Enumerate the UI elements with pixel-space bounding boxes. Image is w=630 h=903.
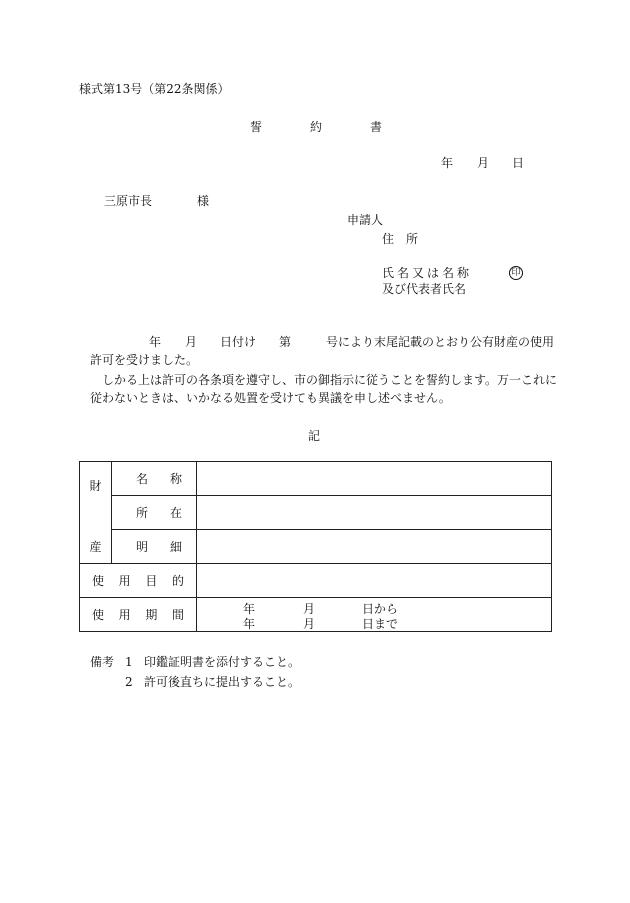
applicant-seal-mark (509, 264, 523, 280)
body-line-2: 許可を受けました。 (90, 353, 199, 367)
detail-value (197, 530, 552, 564)
ref-day: 日付け (220, 335, 257, 349)
ref-year: 年 (149, 335, 162, 349)
table-row-name (80, 462, 552, 496)
date-year: 年 (441, 156, 454, 170)
ki-heading: 記 (308, 429, 321, 443)
applicant-name-label: 氏名又は名称 (382, 266, 473, 280)
seal-icon: 印 (509, 266, 523, 280)
purpose-value (197, 564, 552, 598)
table-row-period (80, 598, 552, 632)
applicant-address-label: 住 所 (382, 232, 419, 246)
location-value (197, 496, 552, 530)
period-label: 使 用 期 間 (80, 598, 197, 632)
notes-label: 備考 (90, 655, 115, 669)
name-label: 名 称 (112, 462, 197, 496)
note-1-text: 印鑑証明書を添付すること。 (144, 655, 301, 669)
group-label-bottom: 産 (89, 540, 102, 554)
form-number: 様式第13号（第22条関係） (79, 82, 230, 96)
location-label: 所 在 (112, 496, 197, 530)
date-month: 月 (477, 156, 490, 170)
property-group-label (80, 462, 112, 564)
table-row-location (80, 496, 552, 530)
applicant-representative-label: 及び代表者氏名 (382, 282, 467, 296)
addressee-name: 三原市長 (104, 194, 153, 208)
body-line-3: しかる上は許可の各条項を遵守し、市の御指示に従うことを誓約します。万一これに (102, 373, 558, 387)
property-table (79, 461, 552, 632)
note-2-text: 許可後直ちに提出すること。 (144, 675, 301, 689)
group-label-top: 財 (89, 479, 102, 493)
purpose-label: 使 用 目 的 (80, 564, 197, 598)
note-2-number: 2 (125, 675, 133, 689)
body-line-1-tail: 号により末尾記載のとおり公有財産の使用 (326, 335, 555, 349)
table-row-detail (80, 530, 552, 564)
detail-label: 明 細 (112, 530, 197, 564)
ref-month: 月 (185, 335, 198, 349)
table-row-purpose (80, 564, 552, 598)
document-title: 誓 約 書 (250, 120, 391, 134)
period-value: 年 月 日から 年 月 日まで (197, 598, 552, 632)
body-line-4: 従わないときは、いかなる処置を受けても異議を申し述べません。 (90, 391, 451, 405)
applicant-heading: 申請人 (347, 213, 384, 227)
note-1-number: 1 (125, 655, 133, 669)
addressee-honorific: 様 (197, 194, 210, 208)
ref-number-prefix: 第 (279, 335, 292, 349)
date-day: 日 (512, 156, 525, 170)
name-value (197, 462, 552, 496)
